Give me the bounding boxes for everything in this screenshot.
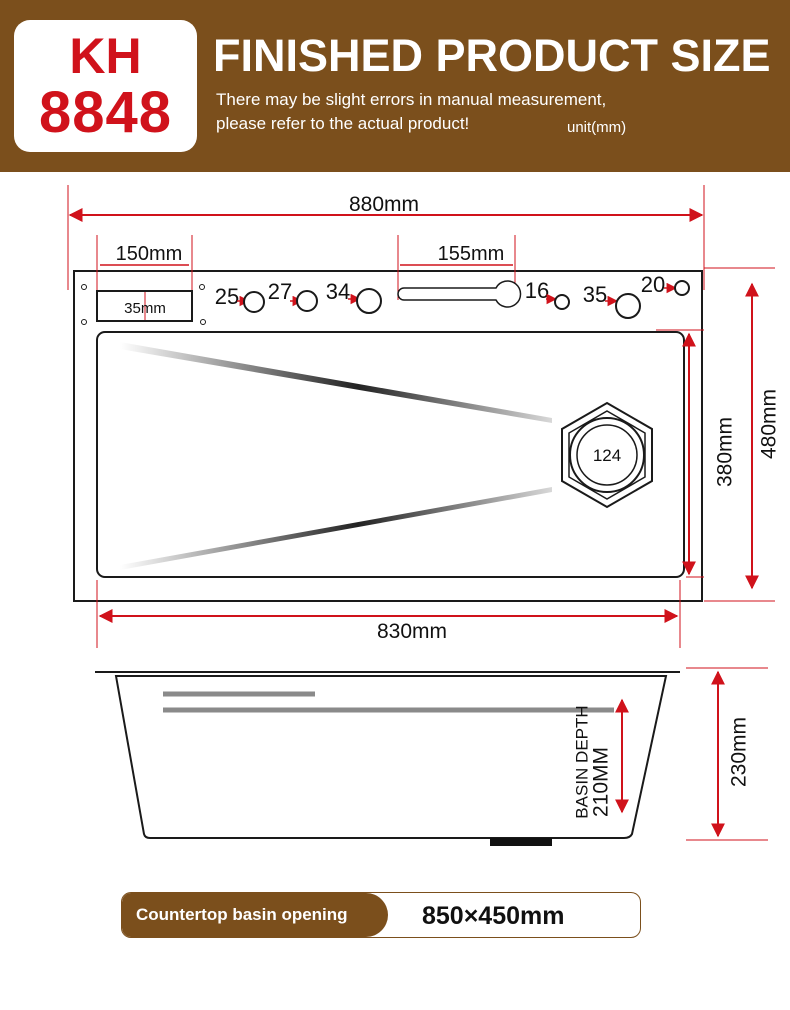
mount-hole bbox=[200, 285, 205, 290]
hole-label: 20 bbox=[640, 272, 666, 297]
hole-circle bbox=[297, 291, 317, 311]
basin-depth-label: 380mm bbox=[713, 416, 737, 488]
hole-label: 27 bbox=[267, 279, 293, 304]
countertop-opening-value: 850×450mm bbox=[422, 902, 565, 930]
mount-hole bbox=[82, 320, 87, 325]
page-title: FINISHED PRODUCT SIZE bbox=[213, 30, 771, 81]
side-basin-depth-caption: BASIN DEPTH bbox=[572, 705, 592, 819]
countertop-opening-label: Countertop basin opening bbox=[122, 893, 388, 937]
faucet-width-label: 150mm bbox=[115, 243, 183, 265]
hole-label: 25 bbox=[214, 284, 240, 309]
hole-circle bbox=[675, 281, 689, 295]
hole-label: 35 bbox=[582, 282, 608, 307]
total-depth-label: 480mm bbox=[757, 388, 781, 460]
model-number: 8848 bbox=[38, 80, 173, 145]
measurement-note-line1: There may be slight errors in manual measurement, bbox=[216, 90, 607, 109]
side-basin-depth-value: 210MM bbox=[589, 746, 613, 818]
hole-circle bbox=[555, 295, 569, 309]
hole-circle bbox=[616, 294, 640, 318]
model-prefix: KH bbox=[69, 28, 142, 84]
hole-label: 16 bbox=[524, 278, 550, 303]
hole-circle bbox=[244, 292, 264, 312]
total-width-label: 880mm bbox=[348, 193, 420, 216]
side-drain-outlet bbox=[490, 838, 552, 846]
drainboard-slot bbox=[398, 281, 521, 307]
mount-hole bbox=[82, 285, 87, 290]
faucet-slot-label: 35mm bbox=[124, 300, 166, 317]
basin-width-label: 830mm bbox=[376, 620, 448, 643]
unit-label: unit(mm) bbox=[567, 119, 627, 136]
hole-circle bbox=[357, 289, 381, 313]
countertop-opening-box bbox=[121, 892, 641, 938]
hole-label: 34 bbox=[325, 279, 351, 304]
slot-width-label: 155mm bbox=[437, 243, 505, 265]
drain-diameter-label: 124 bbox=[592, 446, 622, 465]
measurement-note-line2: please refer to the actual product! bbox=[216, 114, 470, 133]
mount-hole bbox=[201, 320, 206, 325]
total-height-label: 230mm bbox=[727, 716, 751, 788]
